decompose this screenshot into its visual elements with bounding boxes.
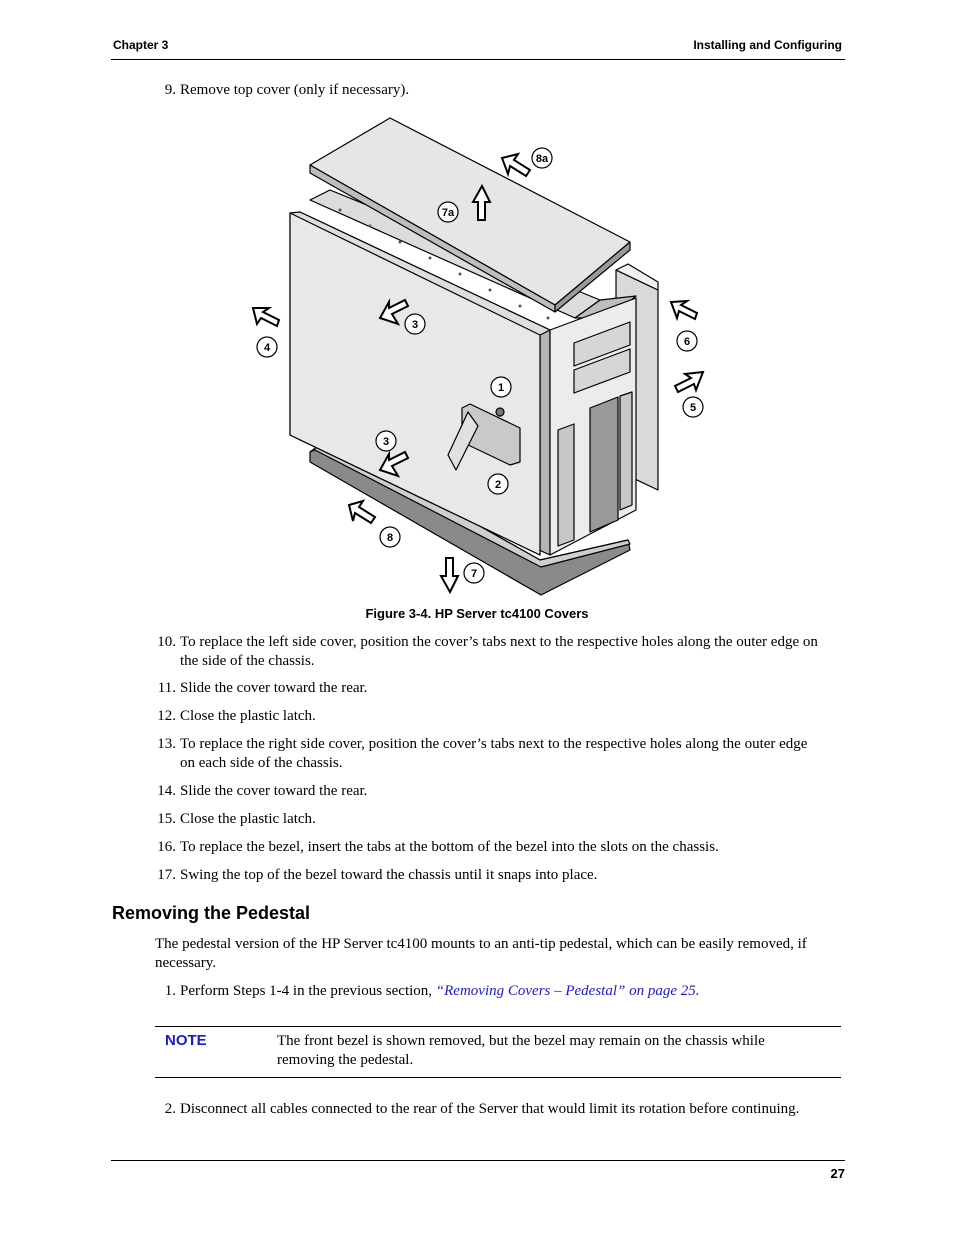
header-title: Installing and Configuring [693,38,842,52]
callout-label: 7 [470,568,478,580]
step-text: Slide the cover toward the rear. [180,680,368,696]
section-title: Removing the Pedestal [112,903,311,923]
step-text-wrapper [180,982,700,1001]
arrow-6 [671,301,697,319]
note-box [155,1026,841,1078]
callout-label: 3 [382,436,390,448]
arrow-8a [502,154,530,176]
step-number: 14. [157,783,176,799]
step-text-line2: the side of the chassis. [180,653,315,669]
arrow-7 [441,558,458,592]
step-number: 9. [164,82,176,98]
step-text-line2: on each side of the chassis. [180,755,343,771]
step-number: 16. [157,839,176,855]
step-text: Slide the cover toward the rear. [180,783,368,799]
arrow-5 [675,372,703,392]
step-text-end: . [695,983,700,999]
header-chapter: Chapter 3 [113,38,169,52]
step-text: Perform Steps 1-4 in the previous section, [180,983,436,999]
step-text-line1: To replace the left side cover, position the cover’s tabs next to the respective holes along the outer edge on [180,634,818,650]
callout-label: 8 [386,532,394,544]
step-text: Remove top cover (only if necessary). [180,82,410,98]
arrow-4-left [253,308,279,326]
step-number: 15. [157,811,176,827]
callout-label: 6 [683,336,691,348]
callout-label: 8a [535,153,549,165]
arrow-8 [349,501,375,523]
figure-caption: Figure 3-4. HP Server tc4100 Covers [365,606,589,621]
callout-label: 4 [263,342,271,354]
note-label: NOTE [165,1032,207,1049]
step-number: 1. [164,983,176,999]
page-number: 27 [830,1166,845,1181]
step-text: Close the plastic latch. [180,708,316,724]
callout-label: 7a [441,207,455,219]
callout-label: 3 [411,319,419,331]
callout-label: 1 [497,382,505,394]
step-number: 11. [157,680,176,696]
step-number: 10. [157,634,176,650]
header-rule [111,59,845,60]
section-intro: The pedestal version of the HP Server tc4100 mounts to an anti-tip pedestal, which can be easily removed, if necessary. [155,936,807,971]
step-number: 13. [157,736,176,752]
step-number: 17. [157,867,176,883]
callout-label: 2 [494,479,502,491]
note-text: The front bezel is shown removed, but the bezel may remain on the chassis while removing the pedestal. [277,1033,765,1068]
step-text: Swing the top of the bezel toward the chassis until it snaps into place. [180,867,598,883]
step-number: 2. [164,1101,176,1117]
step-text: Close the plastic latch. [180,811,316,827]
cross-reference-link[interactable]: “Removing Covers – Pedestal” on page 25 [435,983,696,999]
step-text: Disconnect all cables connected to the rear of the Server that would limit its rotation before continuing. [180,1101,800,1117]
step-text-line1: To replace the right side cover, position the cover’s tabs next to the respective holes along the outer edge [180,736,808,752]
step-number: 12. [157,708,176,724]
step-text: To replace the bezel, insert the tabs at the bottom of the bezel into the slots on the chassis. [180,839,719,855]
callout-label: 5 [689,402,697,414]
server-covers-illustration [240,110,720,600]
footer-rule [111,1160,845,1161]
